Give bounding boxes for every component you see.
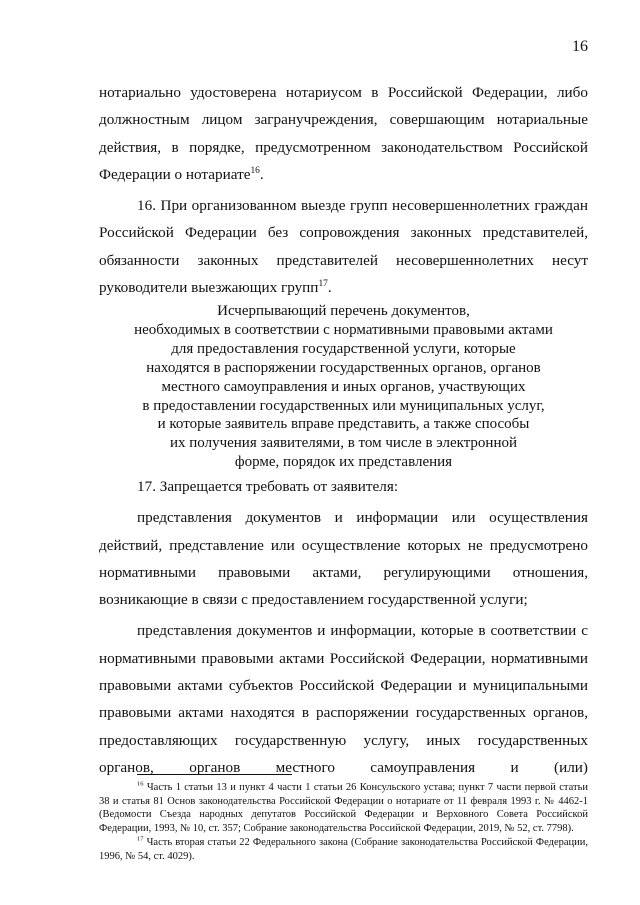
paragraph-17-item-1: представления документов и информации или осуществления действий, представление или осуществление которых не предусмотрено нормативными правовыми актами, регулирующими отношения, возникающие в связи с предоставлением государственной услуги; [99, 509, 588, 609]
heading-line: Исчерпывающий перечень документов, [217, 303, 470, 319]
paragraph-tail: . [327, 279, 332, 297]
footnote-16 [99, 781, 588, 836]
top-text-block [99, 79, 588, 301]
page-number: 16 [572, 38, 588, 55]
footnote-text: Часть вторая статьи 22 Федерального закона (Собрание законодательства Российской Федерации, 1996, № 54, ст. 4029). [99, 836, 588, 862]
footnote-text: Часть 1 статьи 13 и пункт 4 части 1 статьи 26 Консульского устава; пункт 7 части первой статьи 38 и статья 81 Основ законодательства Российской Федерации о нотариате от 11 февраля 1993 г. № 4462-1 (Ведомости Съезда народных депутатов Российской Федерации и Верховного Совета Российской Федерации, 1993, № 10, ст. 357; Собрание законодательства Российской Федерации, 2019, № 52, ст. 7798). [99, 782, 589, 835]
footnotes [99, 781, 588, 863]
paragraph-tail: . [259, 165, 264, 183]
footnote-ref[interactable]: 16 [250, 165, 260, 176]
footnote-number: 16 [137, 780, 144, 788]
heading-line: их получения заявителями, в том числе в электронной [169, 435, 518, 452]
heading-line: для предоставления государственной услуги, которые [171, 340, 516, 357]
footnote-ref[interactable]: 17 [318, 279, 328, 290]
heading-line: необходимых в соответствии с нормативными правовыми актами [134, 321, 553, 338]
paragraph-16 [99, 192, 588, 301]
heading-line: форме, порядок их представления [234, 454, 453, 471]
paragraph-text: нотариально удостоверена нотариусом в Российской Федерации, либо должностным лицом загранучреждения, совершающим нотариальные действия, в порядке, предусмотренном законодательством Российской Федерации о нотариате [99, 84, 588, 183]
heading-line: местного самоуправления и иных органов, участвующих [161, 378, 526, 395]
footnote-number: 17 [137, 835, 144, 843]
footnote-separator [137, 774, 292, 775]
footnote-17 [99, 836, 588, 863]
bottom-text-block [99, 473, 588, 781]
paragraph-17: 17. Запрещается требовать от заявителя: [137, 478, 399, 495]
heading-line: и которые заявитель вправе представить, а также способы [157, 416, 530, 433]
section-heading [99, 302, 588, 472]
heading-line: находятся в распоряжении государственных органов, органов [146, 359, 541, 376]
heading-line: в предоставлении государственных или муниципальных услуг, [142, 397, 545, 414]
paragraph-text: 16. При организованном выезде групп несовершеннолетних граждан Российской Федерации без сопровождения законных представителей, обязанности законных представителей несовершеннолетних несут руководители выезжающих групп [99, 197, 588, 297]
paragraph-notary [99, 79, 588, 188]
paragraph-17-item-2: представления документов и информации, которые в соответствии с нормативными правовыми актами Российской Федерации, нормативными правовыми актами субъектов Российской Федерации и муниципальными правовыми актами находятся в распоряжении государственных органов, предоставляющих государственную услугу, иных государственных органов, органов местного самоуправления и (или) [99, 622, 588, 776]
